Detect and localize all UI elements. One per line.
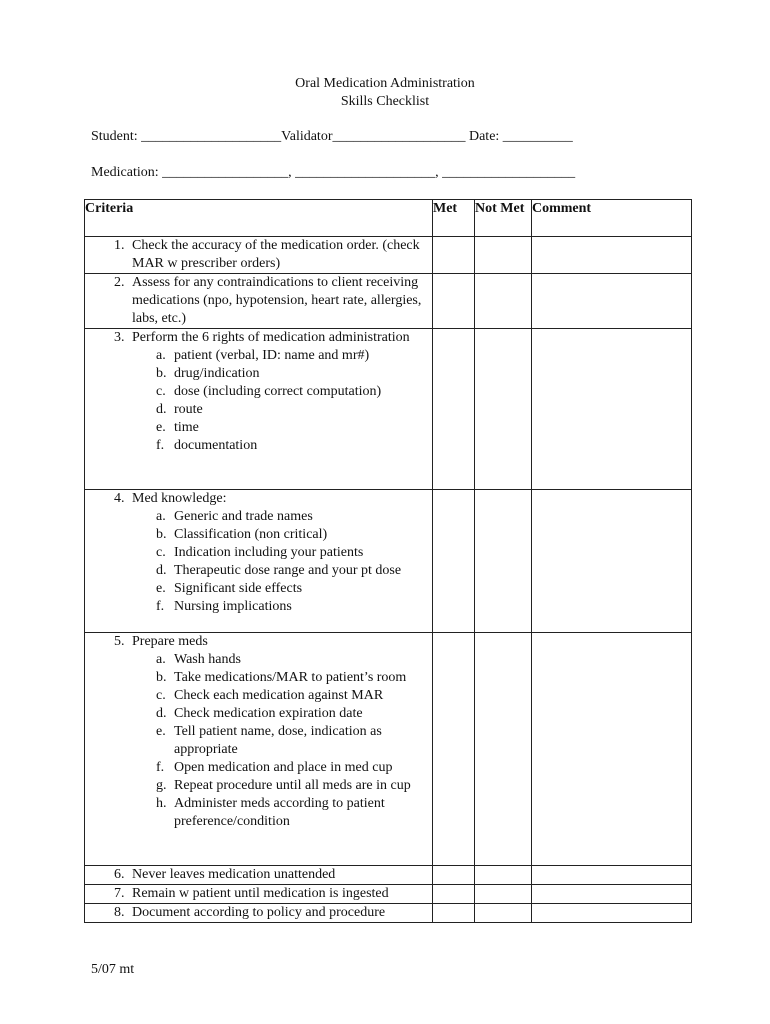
- subitem-text: Check each medication against MAR: [174, 688, 384, 703]
- criteria-item: [114, 237, 432, 273]
- met-cell[interactable]: [433, 274, 475, 329]
- criteria-cell: [85, 904, 433, 923]
- not-met-cell[interactable]: [475, 329, 532, 490]
- criteria-cell: [85, 885, 433, 904]
- item-text: Assess for any contraindications to client receiving medications (npo, hypotension, heart rate, allergies, labs, etc.): [132, 275, 422, 326]
- criteria-subitem: [156, 437, 432, 455]
- criteria-item: [114, 329, 432, 347]
- subitem-text: Significant side effects: [174, 581, 303, 596]
- comment-cell[interactable]: [532, 490, 692, 633]
- item-text: Prepare meds: [132, 634, 208, 649]
- criteria-subitem: [156, 795, 432, 831]
- table-row: [85, 329, 692, 490]
- subitem-letter: a.: [156, 652, 166, 667]
- table-row: [85, 237, 692, 274]
- criteria-cell: [85, 329, 433, 490]
- criteria-cell: [85, 866, 433, 885]
- met-cell[interactable]: [433, 885, 475, 904]
- subitem-letter: d.: [156, 706, 167, 721]
- subitem-letter: c.: [156, 688, 166, 703]
- criteria-cell: [85, 490, 433, 633]
- form-title: Oral Medication Administration: [295, 76, 475, 91]
- met-cell[interactable]: [433, 329, 475, 490]
- criteria-item: [114, 274, 432, 328]
- subitem-letter: f.: [156, 438, 165, 453]
- criteria-item: [114, 885, 432, 903]
- subitem-letter: a.: [156, 509, 166, 524]
- subitem-letter: e.: [156, 724, 166, 739]
- comment-cell[interactable]: [532, 904, 692, 923]
- criteria-subitem: [156, 669, 432, 687]
- subitem-letter: g.: [156, 778, 167, 793]
- criteria-subitem: [156, 562, 432, 580]
- item-number: 5.: [114, 634, 125, 649]
- criteria-subitem: [156, 508, 432, 526]
- criteria-subitem: [156, 777, 432, 795]
- subitem-letter: h.: [156, 796, 167, 811]
- item-number: 1.: [114, 238, 125, 253]
- not-met-cell[interactable]: [475, 633, 532, 866]
- criteria-cell: [85, 237, 433, 274]
- met-cell[interactable]: [433, 490, 475, 633]
- criteria-subitem: [156, 651, 432, 669]
- comment-cell[interactable]: [532, 866, 692, 885]
- comment-header: Comment: [532, 200, 692, 237]
- subitem-text: route: [174, 402, 203, 417]
- criteria-subitem: [156, 526, 432, 544]
- item-text: Check the accuracy of the medication order. (check MAR w prescriber orders): [132, 238, 420, 271]
- met-cell[interactable]: [433, 866, 475, 885]
- comment-cell[interactable]: [532, 329, 692, 490]
- medication-line: Medication: __________________, ____________________, ___________________: [91, 165, 576, 180]
- criteria-item: [114, 866, 432, 884]
- subitem-text: Indication including your patients: [174, 545, 364, 560]
- subitem-text: time: [174, 420, 199, 435]
- not-met-cell[interactable]: [475, 885, 532, 904]
- item-text: Document according to policy and procedure: [132, 905, 386, 920]
- criteria-item: [114, 633, 432, 651]
- criteria-subitem: [156, 383, 432, 401]
- subitem-letter: a.: [156, 348, 166, 363]
- not-met-cell[interactable]: [475, 237, 532, 274]
- criteria-cell: [85, 274, 433, 329]
- subitem-text: Wash hands: [174, 652, 241, 667]
- criteria-item: [114, 490, 432, 508]
- criteria-subitem: [156, 598, 432, 616]
- criteria-subitem: [156, 365, 432, 383]
- item-text: Never leaves medication unattended: [132, 867, 336, 882]
- form-subtitle: Skills Checklist: [340, 94, 430, 109]
- item-number: 3.: [114, 330, 125, 345]
- not-met-cell[interactable]: [475, 866, 532, 885]
- table-row: [85, 866, 692, 885]
- table-row: [85, 490, 692, 633]
- not-met-cell[interactable]: [475, 274, 532, 329]
- criteria-subitem: [156, 347, 432, 365]
- subitem-text: dose (including correct computation): [174, 384, 382, 399]
- item-number: 2.: [114, 275, 125, 290]
- subitem-text: patient (verbal, ID: name and mr#): [174, 348, 370, 363]
- item-text: Remain w patient until medication is ingested: [132, 886, 389, 901]
- table-row: [85, 633, 692, 866]
- comment-cell[interactable]: [532, 885, 692, 904]
- subitem-text: Check medication expiration date: [174, 706, 363, 721]
- header-row: [85, 200, 692, 237]
- subitem-letter: c.: [156, 545, 166, 560]
- item-text: Perform the 6 rights of medication administration: [132, 330, 410, 345]
- subitem-text: Tell patient name, dose, indication as appropriate: [174, 724, 382, 757]
- criteria-subitem: [156, 687, 432, 705]
- subitem-letter: c.: [156, 384, 166, 399]
- criteria-subitem: [156, 401, 432, 419]
- criteria-subitem: [156, 580, 432, 598]
- student-validator-date-line: Student: ____________________Validator___________________ Date: __________: [91, 129, 573, 144]
- subitem-text: documentation: [174, 438, 258, 453]
- item-number: 4.: [114, 491, 125, 506]
- met-cell[interactable]: [433, 237, 475, 274]
- criteria-subitem: [156, 723, 432, 759]
- item-text: Med knowledge:: [132, 491, 227, 506]
- subitem-text: Therapeutic dose range and your pt dose: [174, 563, 402, 578]
- subitem-letter: e.: [156, 581, 166, 596]
- met-header: Met: [433, 200, 475, 237]
- comment-cell[interactable]: [532, 274, 692, 329]
- table-row: [85, 274, 692, 329]
- not-met-cell[interactable]: [475, 490, 532, 633]
- not-met-cell[interactable]: [475, 904, 532, 923]
- subitem-letter: f.: [156, 760, 165, 775]
- criteria-header: Criteria: [85, 200, 433, 237]
- item-number: 8.: [114, 905, 125, 920]
- comment-cell[interactable]: [532, 633, 692, 866]
- subitem-text: Nursing implications: [174, 599, 292, 614]
- footer-note: 5/07 mt: [91, 962, 135, 977]
- subitem-text: drug/indication: [174, 366, 260, 381]
- criteria-cell: [85, 633, 433, 866]
- subitem-text: Administer meds according to patient preference/condition: [174, 796, 385, 829]
- criteria-subitem: [156, 544, 432, 562]
- subitem-text: Take medications/MAR to patient’s room: [174, 670, 407, 685]
- criteria-subitem: [156, 419, 432, 437]
- item-number: 6.: [114, 867, 125, 882]
- subitem-letter: d.: [156, 402, 167, 417]
- subitem-letter: b.: [156, 527, 167, 542]
- subitem-letter: b.: [156, 670, 167, 685]
- subitem-text: Repeat procedure until all meds are in cup: [174, 778, 411, 793]
- subitem-text: Generic and trade names: [174, 509, 313, 524]
- checklist-table: [84, 199, 692, 923]
- subitem-letter: b.: [156, 366, 167, 381]
- subitem-text: Classification (non critical): [174, 527, 328, 542]
- not-met-header: Not Met: [475, 200, 532, 237]
- met-cell[interactable]: [433, 633, 475, 866]
- criteria-subitem: [156, 759, 432, 777]
- comment-cell[interactable]: [532, 237, 692, 274]
- item-number: 7.: [114, 886, 125, 901]
- subitem-letter: e.: [156, 420, 166, 435]
- table-row: [85, 904, 692, 923]
- criteria-item: [114, 904, 432, 922]
- table-row: [85, 885, 692, 904]
- subitem-letter: d.: [156, 563, 167, 578]
- criteria-subitem: [156, 705, 432, 723]
- subitem-text: Open medication and place in med cup: [174, 760, 393, 775]
- met-cell[interactable]: [433, 904, 475, 923]
- subitem-letter: f.: [156, 599, 165, 614]
